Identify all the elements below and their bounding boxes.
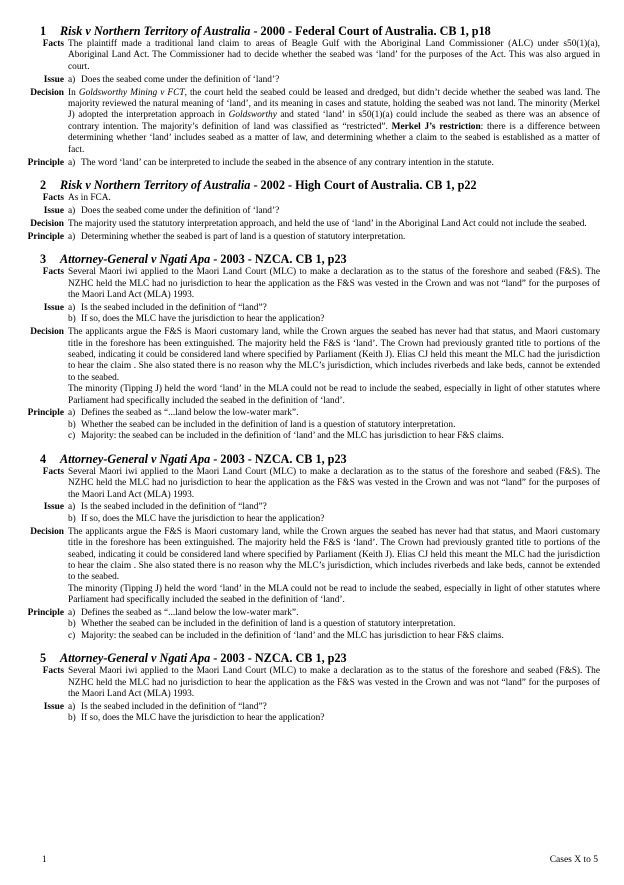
item-marker: a) bbox=[68, 702, 76, 712]
principle-label: Principle bbox=[27, 231, 64, 242]
item-marker: b) bbox=[68, 419, 76, 430]
case-name: Attorney-General v Ngati Apa bbox=[60, 651, 211, 666]
text-run: Several Maori iwi applied to the Maori Land Court (MLC) to make a declaration as to the status of the foreshore and seabed (F&S). The NZHC held the MLC had no jurisdiction to hear the application as the F&S was vested in the Crown and was not “land” for the purposes of the Maori Land Act (MLA) 1993. bbox=[68, 267, 600, 300]
case-title bbox=[40, 651, 600, 665]
issue-body bbox=[68, 206, 600, 217]
text-run: The applicants argue the F&S is Maori customary land, while the Crown argues the seabed has never had that status, and Maori customary title in the foreshore has been extinguished. The majority held the F&S is ‘land’. The Crown had previously granted title to portions of the seabed, indicating it could be considered land where specified by Parliament (Keith J). Elias CJ held this meant the MLC had the jurisdiction to hear the claim . She also stated there is no reason why the MLC’s jurisdiction, which includes riverbeds and lake beds, cannot be extended to the seabed. bbox=[68, 526, 600, 583]
facts-paragraph bbox=[68, 39, 600, 73]
principle-item bbox=[68, 431, 600, 442]
issue-body bbox=[68, 303, 600, 326]
item-text: Defines the seabed as “...land below the low-water mark”. bbox=[81, 408, 299, 419]
item-marker: a) bbox=[68, 608, 76, 619]
text-run: In bbox=[68, 87, 79, 98]
text-run: Several Maori iwi applied to the Maori Land Court (MLC) to make a declaration as to the status of the foreshore and seabed (F&S). The NZHC held the MLC had no jurisdiction to hear the application as the F&S was vested in the Crown and was not “land” for the purposes of the Maori Land Act (MLA) 1993. bbox=[68, 666, 600, 700]
principle-body bbox=[68, 232, 600, 243]
principle-label: Principle bbox=[27, 608, 64, 619]
footer-page-number: 1 bbox=[42, 855, 47, 865]
text-run: Goldsworthy Mining v FCT bbox=[78, 87, 185, 98]
decision-section bbox=[12, 327, 600, 407]
case-name: Attorney-General v Ngati Apa bbox=[60, 252, 211, 267]
item-text: If so, does the MLC have the jurisdiction to hear the application? bbox=[81, 314, 325, 325]
issue-section bbox=[12, 303, 600, 326]
facts-body bbox=[68, 666, 600, 700]
principle-item bbox=[68, 232, 600, 243]
item-text: The word ‘land’ can be interpreted to include the seabed in the absence of any contrary intention in the statute. bbox=[81, 157, 494, 168]
decision-body bbox=[68, 327, 600, 407]
item-text: Is the seabed included in the definition of “land”? bbox=[81, 302, 267, 313]
text-run: The minority (Tipping J) held the word ‘land’ in the MLA could not be read to include the seabed, especially in light of other statutes where Parliament had specifically included the seabed in the definition of ‘land’. bbox=[68, 583, 600, 606]
facts-body bbox=[68, 467, 600, 501]
facts-body bbox=[68, 267, 600, 301]
case-number: 2 bbox=[40, 177, 47, 192]
item-marker: c) bbox=[68, 630, 76, 641]
issue-item bbox=[68, 514, 600, 525]
case-entry bbox=[12, 651, 600, 725]
decision-body bbox=[68, 88, 600, 156]
facts-paragraph bbox=[68, 467, 600, 501]
decision-paragraph bbox=[68, 527, 600, 584]
facts-section bbox=[12, 267, 600, 301]
case-number: 4 bbox=[40, 451, 47, 466]
issue-item bbox=[68, 206, 600, 217]
case-entry bbox=[12, 178, 600, 243]
item-marker: b) bbox=[68, 314, 76, 325]
issue-label: Issue bbox=[43, 302, 64, 313]
decision-section bbox=[12, 88, 600, 156]
facts-paragraph bbox=[68, 267, 600, 301]
principle-body bbox=[68, 158, 600, 169]
case-citation: - 2002 - High Court of Australia. CB 1, p22 bbox=[250, 177, 477, 192]
case-entry bbox=[12, 252, 600, 443]
case-citation: - 2003 - NZCA. CB 1, p23 bbox=[210, 651, 347, 666]
text-run: The applicants argue the F&S is Maori customary land, while the Crown argues the seabed has never had that status, and Maori customary title in the foreshore has been extinguished. The majority held the F&S is ‘land’. The Crown had previously granted title to portions of the seabed, indicating it could be considered land where specified by Parliament (Keith J). Elias CJ held this meant the MLC had the jurisdiction to hear the claim . She also stated there is no reason why the MLC’s jurisdiction, which includes riverbeds and lake beds, cannot be extended to the seabed. bbox=[68, 327, 600, 383]
facts-label: Facts bbox=[42, 666, 64, 677]
item-marker: a) bbox=[68, 205, 76, 216]
issue-label: Issue bbox=[43, 205, 64, 216]
issue-item bbox=[68, 303, 600, 314]
text-run: The majority used the statutory interpretation approach, and held the use of ‘land’ in the Aboriginal Land Act could not include the seabed. bbox=[68, 218, 587, 229]
case-title bbox=[40, 252, 600, 266]
item-marker: a) bbox=[68, 302, 76, 313]
item-text: Determining whether the seabed is part of land is a question of statutory interpretation. bbox=[81, 231, 406, 242]
facts-label: Facts bbox=[42, 192, 64, 203]
issue-item bbox=[68, 502, 600, 513]
decision-body bbox=[68, 219, 600, 230]
issue-body bbox=[68, 75, 600, 86]
item-text: If so, does the MLC have the jurisdiction to hear the application? bbox=[81, 513, 325, 524]
case-name: Risk v Northern Territory of Australia bbox=[60, 24, 251, 38]
facts-section bbox=[12, 39, 600, 73]
facts-label: Facts bbox=[42, 39, 64, 49]
item-text: Majority: the seabed can be included in the definition of ‘land’ and the MLC has jurisdiction to hear F&S claims. bbox=[81, 630, 504, 641]
text-run: As in FCA. bbox=[68, 192, 111, 203]
decision-paragraph bbox=[68, 327, 600, 384]
facts-section bbox=[12, 193, 600, 204]
document-body bbox=[12, 24, 600, 734]
issue-item bbox=[68, 75, 600, 86]
decision-paragraph bbox=[68, 88, 600, 156]
decision-label: Decision bbox=[30, 87, 64, 98]
case-number: 1 bbox=[40, 24, 47, 38]
item-marker: a) bbox=[68, 74, 76, 85]
text-run: The minority (Tipping J) held the word ‘land’ in the MLA could not be read to include the seabed, especially in light of other statutes where Parliament had specifically included the seabed in the definition of ‘land’. bbox=[68, 384, 600, 406]
issue-body bbox=[68, 702, 600, 725]
issue-section bbox=[12, 206, 600, 217]
principle-item bbox=[68, 608, 600, 619]
principle-label: Principle bbox=[27, 408, 64, 419]
principle-body bbox=[68, 408, 600, 442]
case-entry bbox=[12, 24, 600, 169]
item-text: Whether the seabed can be included in the definition of land is a question of statutory interpretation. bbox=[81, 619, 456, 630]
case-entry bbox=[12, 452, 600, 643]
facts-paragraph bbox=[68, 666, 600, 700]
text-run: and stated ‘land’ in s50(1)(a) could include the seabed as there was an absence of contrary intention. The majority’s definition of land was classified as “restricted”. bbox=[68, 110, 600, 132]
item-marker: b) bbox=[68, 713, 76, 724]
principle-item bbox=[68, 158, 600, 169]
decision-label: Decision bbox=[30, 218, 64, 229]
issue-label: Issue bbox=[43, 702, 64, 712]
item-text: Is the seabed included in the definition of “land”? bbox=[81, 502, 267, 513]
facts-body bbox=[68, 193, 600, 204]
item-text: Defines the seabed as “...land below the low-water mark”. bbox=[81, 608, 299, 619]
principle-section bbox=[12, 158, 600, 169]
decision-section bbox=[12, 219, 600, 230]
facts-section bbox=[12, 467, 600, 501]
item-marker: a) bbox=[68, 231, 76, 242]
principle-section bbox=[12, 232, 600, 243]
case-citation: - 2003 - NZCA. CB 1, p23 bbox=[210, 451, 347, 466]
item-text: Majority: the seabed can be included in the definition of ‘land’ and the MLC has jurisdiction to hear F&S claims. bbox=[81, 431, 504, 442]
text-run: The plaintiff made a traditional land claim to areas of Beagle Gulf with the Aboriginal Land Commissioner (ALC) under s50(1)(a), Aboriginal Land Act. The Commissioner had to decide whether the seabed was ‘land’ for the purposes of the Act. This was also argued in court. bbox=[68, 39, 600, 72]
issue-section bbox=[12, 702, 600, 725]
footer-page-label: Cases X to 5 bbox=[549, 855, 598, 865]
facts-label: Facts bbox=[42, 466, 64, 477]
principle-label: Principle bbox=[27, 157, 64, 168]
facts-paragraph bbox=[68, 193, 600, 204]
item-text: Is the seabed included in the definition of “land”? bbox=[81, 702, 267, 712]
case-number: 3 bbox=[40, 252, 47, 267]
facts-label: Facts bbox=[42, 267, 64, 278]
case-citation: - 2000 - Federal Court of Australia. CB 1, p18 bbox=[250, 24, 491, 38]
case-name: Risk v Northern Territory of Australia bbox=[60, 177, 251, 192]
principle-item bbox=[68, 408, 600, 419]
issue-item bbox=[68, 713, 600, 724]
item-text: Does the seabed come under the definition of ‘land’? bbox=[81, 74, 280, 85]
case-citation: - 2003 - NZCA. CB 1, p23 bbox=[210, 252, 347, 267]
decision-label: Decision bbox=[30, 526, 64, 537]
item-marker: c) bbox=[68, 431, 76, 442]
issue-label: Issue bbox=[43, 502, 64, 513]
item-marker: a) bbox=[68, 157, 76, 168]
principle-item bbox=[68, 631, 600, 642]
item-marker: a) bbox=[68, 408, 76, 419]
decision-label: Decision bbox=[30, 327, 64, 338]
principle-section bbox=[12, 408, 600, 442]
principle-section bbox=[12, 608, 600, 642]
facts-section bbox=[12, 666, 600, 700]
case-number: 5 bbox=[40, 651, 47, 666]
text-run: Goldsworthy bbox=[228, 110, 277, 121]
case-title bbox=[40, 452, 600, 466]
text-run: Merkel J’s restriction bbox=[391, 121, 481, 132]
principle-item bbox=[68, 420, 600, 431]
text-run: : there is a difference between determining whether ‘land’ includes seabed as a matter of law, and determining whether a claim to the seabed is established as a matter of fact. bbox=[68, 121, 600, 155]
item-text: Does the seabed come under the definition of ‘land’? bbox=[81, 205, 280, 216]
issue-section bbox=[12, 502, 600, 525]
text-run: Several Maori iwi applied to the Maori Land Court (MLC) to make a declaration as to the status of the foreshore and seabed (F&S). The NZHC held the MLC had no jurisdiction to hear the application as the F&S was vested in the Crown and was not “land” for the purposes of the Maori Land Act (MLA) 1993. bbox=[68, 466, 600, 500]
decision-body bbox=[68, 527, 600, 607]
decision-section bbox=[12, 527, 600, 607]
principle-item bbox=[68, 619, 600, 630]
decision-paragraph bbox=[68, 219, 600, 230]
item-marker: b) bbox=[68, 513, 76, 524]
decision-paragraph bbox=[68, 584, 600, 607]
issue-item bbox=[68, 702, 600, 713]
item-marker: a) bbox=[68, 502, 76, 513]
item-text: Whether the seabed can be included in the definition of land is a question of statutory interpretation. bbox=[81, 419, 456, 430]
text-run: , the court held the seabed could be leased and dredged, but didn’t decide whether the seabed was land. The majority reviewed the natural meaning of ‘land’, and its meaning in cases and statute, holding the seabed was not land. The minority (Merkel J) adopted the interpretation approach in bbox=[68, 87, 600, 121]
issue-label: Issue bbox=[43, 74, 64, 85]
issue-item bbox=[68, 314, 600, 325]
decision-paragraph bbox=[68, 384, 600, 407]
item-text: If so, does the MLC have the jurisdiction to hear the application? bbox=[81, 713, 325, 724]
principle-body bbox=[68, 608, 600, 642]
item-marker: b) bbox=[68, 619, 76, 630]
case-name: Attorney-General v Ngati Apa bbox=[60, 451, 211, 466]
issue-section bbox=[12, 75, 600, 86]
case-title bbox=[40, 178, 600, 192]
facts-body bbox=[68, 39, 600, 73]
case-title bbox=[40, 24, 600, 38]
issue-body bbox=[68, 502, 600, 525]
